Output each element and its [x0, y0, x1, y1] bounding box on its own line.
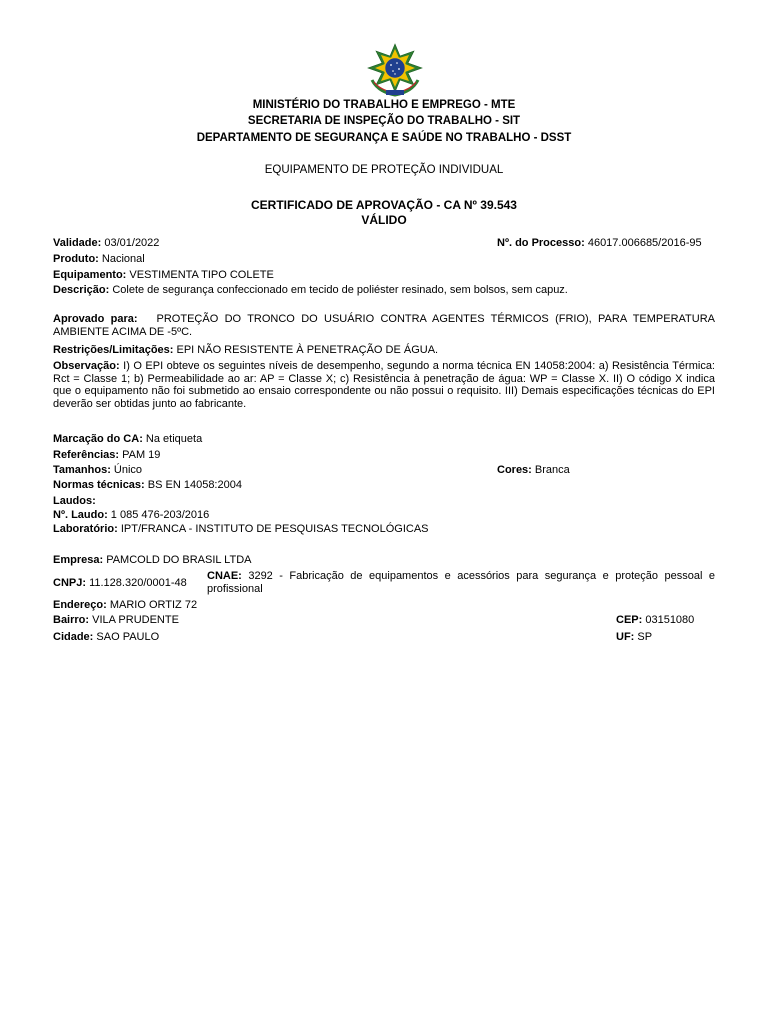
laudo-row: [53, 508, 209, 522]
endereco-row: [53, 598, 197, 612]
bairro-row: [53, 613, 179, 627]
normas-value: BS EN 14058:2004: [147, 479, 242, 491]
equipamento-row: [53, 268, 274, 282]
marcacao-label: Marcação do CA:: [53, 433, 143, 445]
laudo-value: 1 085 476-203/2016: [110, 509, 210, 521]
empresa-label: Empresa:: [53, 554, 104, 566]
tamanhos-value: Único: [113, 464, 143, 476]
document-subtitle: EQUIPAMENTO DE PROTEÇÃO INDIVIDUAL: [264, 164, 504, 176]
secretariat-title: SECRETARIA DE INSPEÇÃO DO TRABALHO - SIT: [247, 115, 521, 127]
cnae-block: [207, 570, 715, 595]
descricao-row: [53, 283, 568, 297]
restricoes-value: EPI NÃO RESISTENTE À PENETRAÇÃO DE ÁGUA.: [176, 344, 439, 356]
brazil-coat-of-arms-icon: [364, 42, 426, 98]
observacao-block: [53, 360, 715, 410]
validade-label: Validade:: [53, 237, 102, 249]
empresa-row: [53, 553, 251, 567]
laudos-row: [53, 494, 96, 508]
certificate-number: CERTIFICADO DE APROVAÇÃO - CA Nº 39.543: [251, 198, 517, 212]
uf-value: SP: [637, 631, 653, 643]
cnae-label: CNAE:: [207, 570, 242, 582]
normas-row: [53, 478, 242, 492]
uf-row: [616, 630, 652, 644]
referencias-label: Referências:: [53, 449, 120, 461]
descricao-label: Descrição:: [53, 284, 110, 296]
cores-row: [497, 463, 570, 477]
laboratorio-value: IPT/FRANCA - INSTITUTO DE PESQUISAS TECNOLÓGICAS: [120, 523, 429, 535]
laboratorio-row: [53, 522, 429, 536]
ministry-title: MINISTÉRIO DO TRABALHO E EMPREGO - MTE: [252, 99, 516, 111]
descricao-value: Colete de segurança confeccionado em tecido de poliéster resinado, sem bolsos, sem capuz.: [112, 284, 568, 296]
cnpj-value: 11.128.320/0001-48: [89, 577, 187, 589]
aprovado-value: PROTEÇÃO DO TRONCO DO USUÁRIO CONTRA AGENTES TÉRMICOS (FRIO), PARA TEMPERATURA AMBIENTE ACIMA DE -5ºC.: [53, 313, 715, 338]
cnpj-label: CNPJ:: [53, 577, 87, 589]
cep-row: [616, 613, 694, 627]
restricoes-row: [53, 343, 438, 357]
cores-label: Cores:: [497, 464, 532, 476]
validade-value: 03/01/2022: [104, 237, 160, 249]
normas-label: Normas técnicas:: [53, 479, 145, 491]
tamanhos-label: Tamanhos:: [53, 464, 111, 476]
equipamento-value: VESTIMENTA TIPO COLETE: [129, 269, 274, 281]
bairro-value: VILA PRUDENTE: [92, 614, 179, 626]
observacao-label: Observação:: [53, 360, 120, 372]
equipamento-label: Equipamento:: [53, 269, 127, 281]
department-title: DEPARTAMENTO DE SEGURANÇA E SAÚDE NO TRABALHO - DSST: [196, 132, 572, 144]
restricoes-label: Restrições/Limitações:: [53, 344, 174, 356]
cep-label: CEP:: [616, 614, 643, 626]
referencias-row: [53, 448, 160, 462]
endereco-label: Endereço:: [53, 599, 107, 611]
tamanhos-row: [53, 463, 142, 477]
laboratorio-label: Laboratório:: [53, 523, 118, 535]
aprovado-block: [53, 313, 715, 338]
cidade-label: Cidade:: [53, 631, 94, 643]
processo-value: 46017.006685/2016-95: [587, 237, 702, 249]
cnae-value: 3292 - Fabricação de equipamentos e acessórios para segurança e proteção pessoal e profissional: [207, 570, 715, 595]
cidade-row: [53, 630, 159, 644]
marcacao-value: Na etiqueta: [145, 433, 203, 445]
aprovado-label: Aprovado para:: [53, 313, 138, 325]
observacao-value: I) O EPI obteve os seguintes níveis de desempenho, segundo a norma técnica EN 14058:2004: a) Resistência Térmica: Rct = Classe 1; b) Permeabilidade ao ar: AP = Classe X; c) Resistência à penetração de água: WP = Classe X. II) O código X indica que o equipamento não foi submetido ao ensaio correspondente ou não possui o requisito. III) Demais especificações técnicas do EPI deverão ser obtidas junto ao fabricante.: [53, 360, 715, 410]
cep-value: 03151080: [645, 614, 695, 626]
endereco-value: MARIO ORTIZ 72: [109, 599, 198, 611]
cidade-value: SAO PAULO: [96, 631, 160, 643]
laudo-label: Nº. Laudo:: [53, 509, 108, 521]
laudos-label: Laudos:: [53, 495, 96, 507]
referencias-value: PAM 19: [122, 449, 161, 461]
uf-label: UF:: [616, 631, 635, 643]
validade-row: [53, 236, 159, 250]
processo-row: [497, 236, 702, 250]
marcacao-row: [53, 432, 202, 446]
cores-value: Branca: [534, 464, 570, 476]
certificate-status: VÁLIDO: [361, 213, 407, 227]
produto-row: [53, 252, 145, 266]
bairro-label: Bairro:: [53, 614, 90, 626]
produto-label: Produto:: [53, 253, 99, 265]
processo-label: Nº. do Processo:: [497, 237, 585, 249]
produto-value: Nacional: [101, 253, 145, 265]
empresa-value: PAMCOLD DO BRASIL LTDA: [106, 554, 252, 566]
cnpj-row: [53, 576, 187, 590]
